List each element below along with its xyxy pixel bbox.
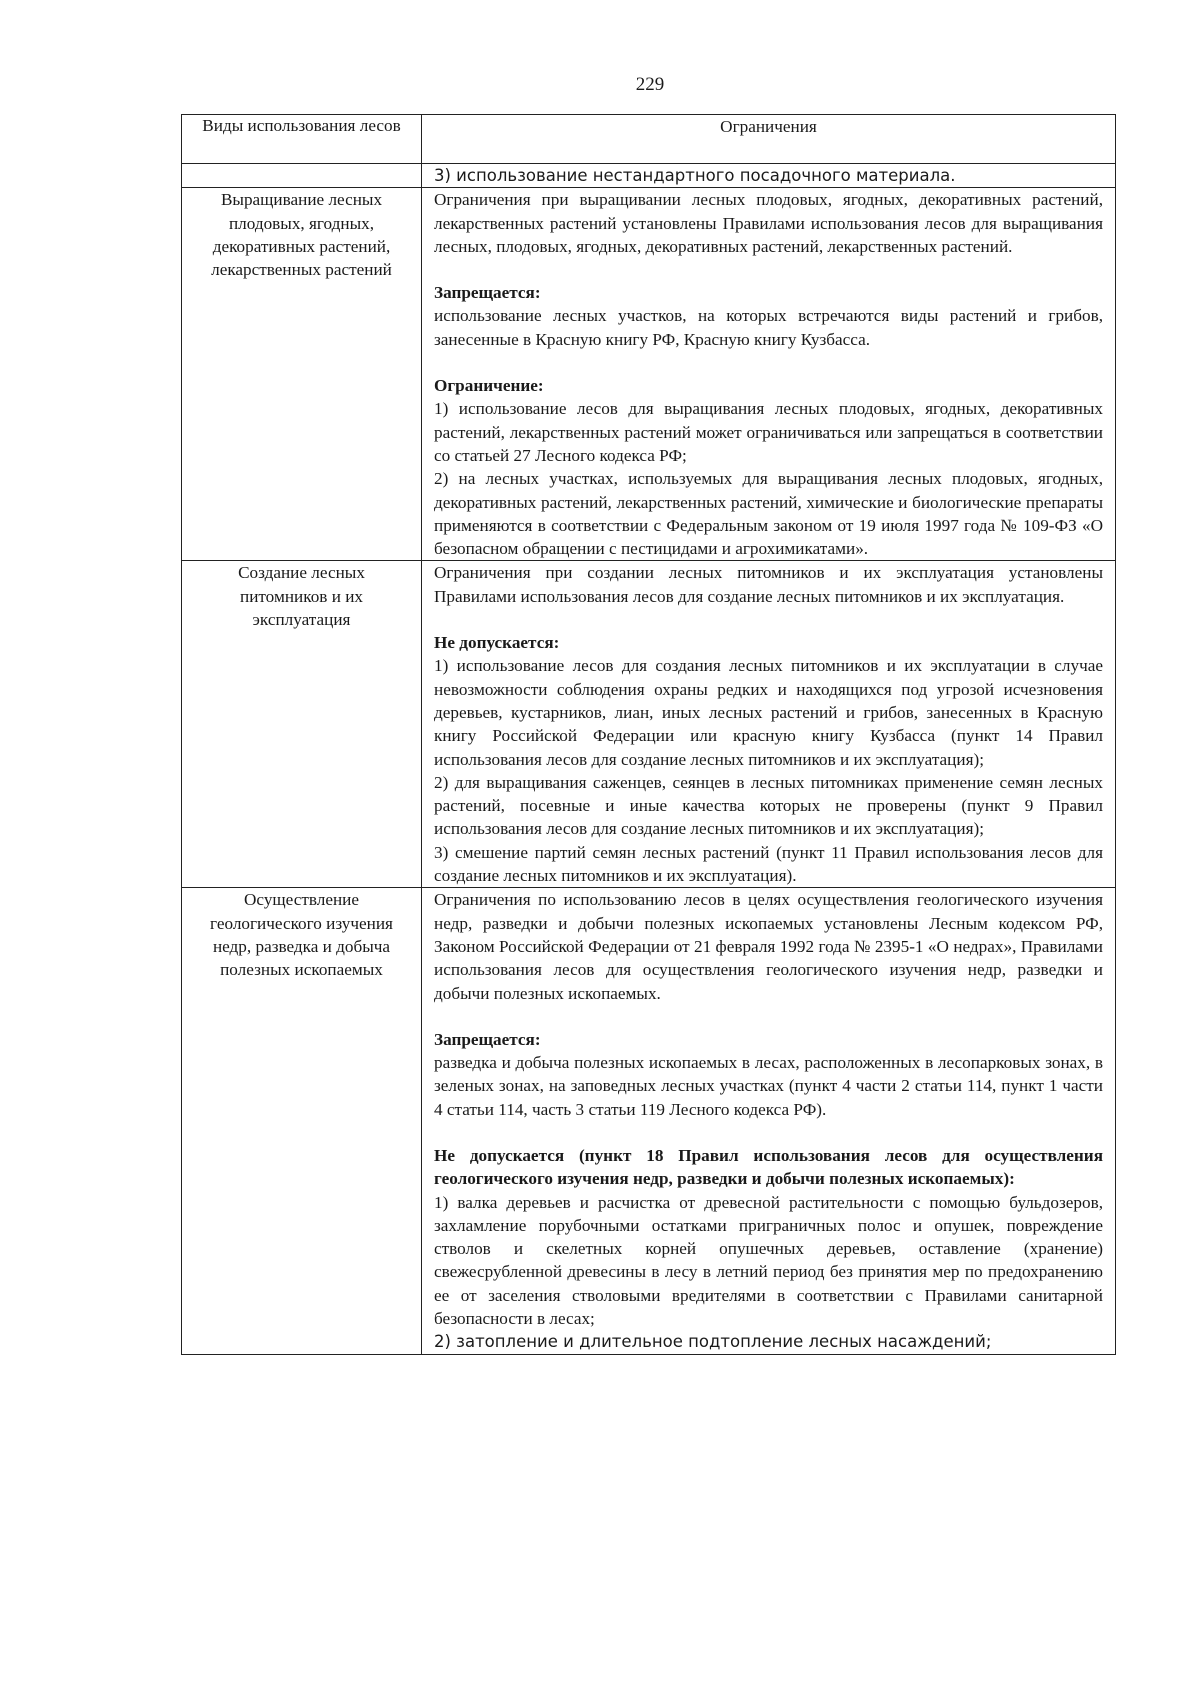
row-restrictions: [422, 561, 1116, 888]
restriction-paragraph: использование лесных участков, на которых встречаются виды растений и грибов, занесенные в Красную книгу РФ, Красную книгу Кузбасса.: [434, 306, 1103, 349]
table-row: [182, 561, 1116, 888]
row-restrictions: [422, 888, 1116, 1354]
header-col-restrictions: Ограничения: [422, 115, 1116, 164]
restriction-paragraph: 1) использование лесов для выращивания лесных плодовых, ягодных, декоративных растений, лекарственных растений может ограничиваться или запрещаться в соответствии со статьей 27 Лесного кодекса РФ;: [434, 399, 1103, 465]
restriction-paragraph: разведка и добыча полезных ископаемых в лесах, расположенных в лесопарковых зонах, в зеленых зонах, на заповедных лесных участках (пункт 4 части 2 статьи 114, пункт 1 части 4 статьи 114, часть 3 статьи 119 Лесного кодекса РФ).: [434, 1053, 1103, 1119]
table-row: [182, 188, 1116, 561]
restriction-paragraph: 2) затопление и длительное подтопление лесных насаждений;: [434, 1332, 992, 1352]
row-restriction-text: 3) использование нестандартного посадочного материала.: [422, 164, 1116, 188]
restriction-paragraph: Ограничения при выращивании лесных плодовых, ягодных, декоративных растений, лекарственных растений установлены Правилами использования лесов для выращивания лесных, плодовых, ягодных, декоративных растений, лекарственных растений.: [434, 190, 1103, 256]
page-number: 229: [635, 74, 665, 95]
restriction-paragraph: 3) смешение партий семян лесных растений (пункт 11 Правил использования лесов для создание лесных питомников и их эксплуатация).: [434, 842, 1103, 886]
restriction-heading: Не допускается:: [434, 633, 560, 653]
restriction-paragraph: 1) использование лесов для создания лесных питомников и их эксплуатации в случае невозможности соблюдения охраны редких и находящихся под угрозой исчезновения деревьев, кустарников, лиан, иных лесных растений и грибов, занесенных в Красную книгу Российской Федерации или красную книгу Кузбасса (пункт 14 Правил использования лесов для создание лесных питомников и их эксплуатация);: [434, 656, 1103, 769]
table-header-row: [182, 115, 1116, 164]
restriction-paragraph: 2) на лесных участках, используемых для выращивания лесных плодовых, ягодных, декоративных растений, лекарственных растений, химические и биологические препараты применяются в соответствии с Федеральным законом от 19 июля 1997 года № 109-ФЗ «О безопасном обращении с пестицидами и агрохимикатами».: [434, 469, 1103, 559]
table-row: [182, 888, 1116, 1354]
restriction-heading: Запрещается:: [434, 283, 541, 303]
restriction-paragraph: 1) валка деревьев и расчистка от древесной растительности с помощью бульдозеров, захламление порубочными остатками приграничных полос и опушек, повреждение стволов и скелетных корней опушечных деревьев, оставление (хранение) свежесрубленной древесины в лесу в летний период без принятия мер по предохранению ее от заселения стволовыми вредителями в соответствии с Правилами санитарной безопасности в лесах;: [434, 1192, 1103, 1329]
restriction-heading: Не допускается (пункт 18 Правил использования лесов для осуществления геологического изучения недр, разведки и добычи полезных ископаемых):: [434, 1145, 1103, 1189]
row-usage-type: Создание лесных питомников и их эксплуатация: [182, 561, 422, 888]
restriction-heading: Запрещается:: [434, 1029, 541, 1049]
row-restrictions: [422, 188, 1116, 561]
restriction-paragraph: Ограничения при создании лесных питомников и их эксплуатация установлены Правилами использования лесов для создание лесных питомников и их эксплуатация.: [434, 563, 1103, 606]
restrictions-table: [181, 114, 1116, 1355]
row-usage-type: [182, 164, 422, 188]
header-col-usage-types: Виды использования лесов: [182, 115, 422, 164]
restriction-heading: Ограничение:: [434, 376, 544, 396]
row-usage-type: Осуществление геологического изучения недр, разведка и добыча полезных ископаемых: [182, 888, 422, 1354]
restriction-paragraph: 2) для выращивания саженцев, сеянцев в лесных питомниках применение семян лесных растений, посевные и иные качества которых не проверены (пункт 9 Правил использования лесов для создание лесных питомников и их эксплуатация);: [434, 772, 1103, 839]
restriction-paragraph: Ограничения по использованию лесов в целях осуществления геологического изучения недр, разведки и добычи полезных ископаемых установлены Лесным кодексом РФ, Законом Российской Федерации от 21 февраля 1992 года № 2395-1 «О недрах», Правилами использования лесов для осуществления геологического изучения недр, разведки и добычи полезных ископаемых.: [434, 890, 1103, 1003]
table-row: [182, 164, 1116, 188]
row-usage-type: Выращивание лесных плодовых, ягодных, декоративных растений, лекарственных растений: [182, 188, 422, 561]
